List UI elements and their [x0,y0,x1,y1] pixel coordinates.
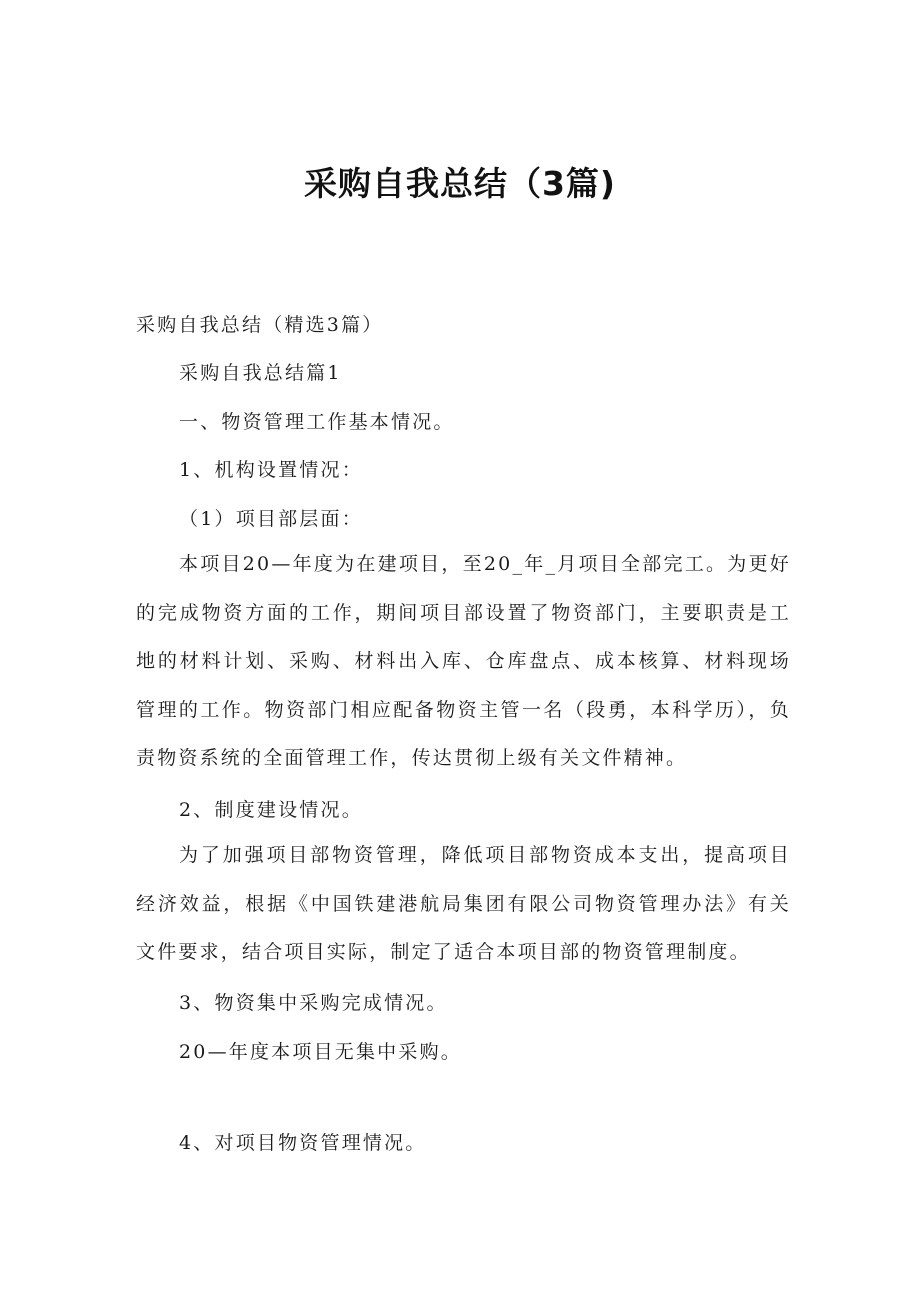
item-heading-3: 3、物资集中采购完成情况。 [179,992,448,1014]
item-heading-2: 2、制度建设情况。 [179,799,363,821]
article-heading: 采购自我总结篇1 [179,362,342,384]
document-subtitle: 采购自我总结（精选3篇） [136,314,384,336]
document-title: 采购自我总结（3篇) [303,164,617,203]
section-heading-1: 一、物资管理工作基本情况。 [179,411,455,433]
paragraph-1: 本项目20—年度为在建项目，至20_年_月项目全部完工。为更好的完成物资方面的工作，期间项目部设置了物资部门，主要职责是工地的材料计划、采购、材料出入库、仓库盘点、成本核算、材料现场管理的工作。物资部门相应配备物资主管一名（段勇，本科学历），负责物资系统的全面管理工作，传达贯彻上级有关文件精神。 [136,553,791,769]
item-heading-4: 4、对项目物资管理情况。 [179,1132,427,1154]
paragraph-3: 20—年度本项目无集中采购。 [179,1041,462,1063]
item-heading-1-1: （1）项目部层面： [179,508,363,530]
item-heading-1: 1、机构设置情况： [179,459,363,481]
paragraph-2: 为了加强项目部物资管理，降低项目部物资成本支出，提高项目经济效益，根据《中国铁建港航局集团有限公司物资管理办法》有关文件要求，结合项目实际，制定了适合本项目部的物资管理制度。 [136,844,791,963]
